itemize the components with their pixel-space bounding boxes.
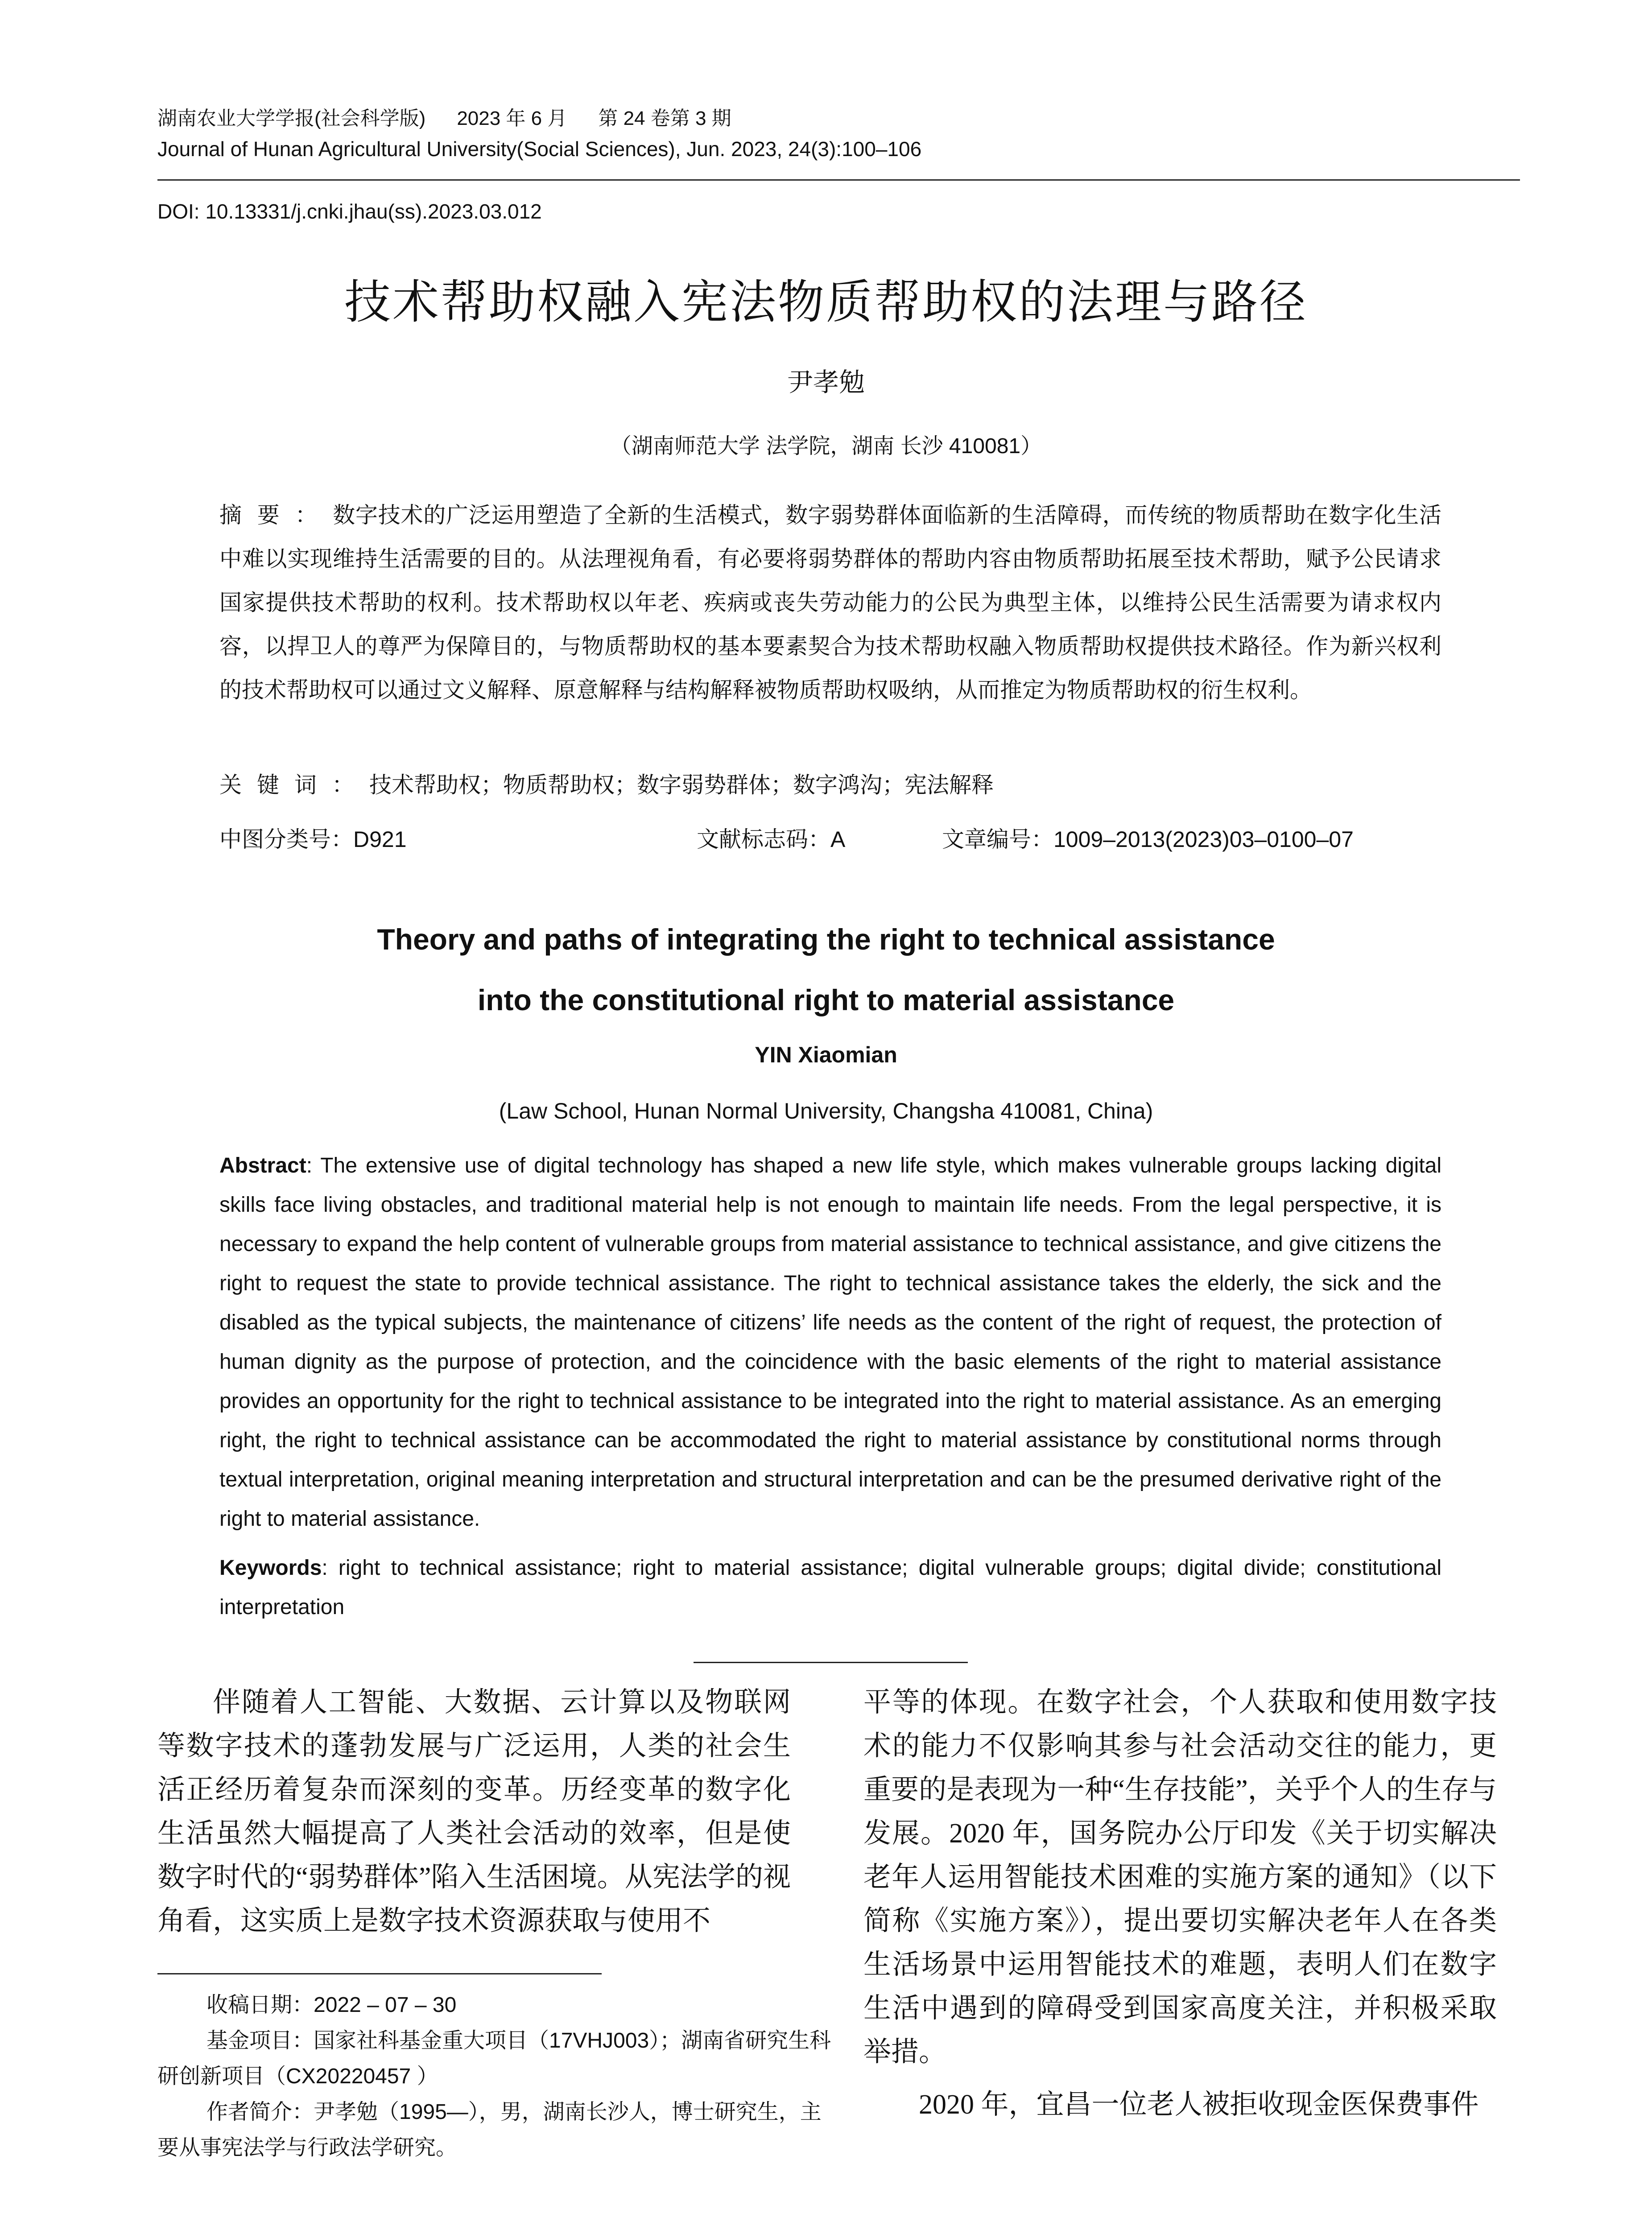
footnote-author-bio: 作者简介：尹孝勉（1995—），男，湖南长沙人，博士研究生，主要从事宪法学与行政法学研究。 — [157, 2100, 822, 2160]
author-cn: 尹孝勉 — [787, 368, 865, 397]
footnote-divider — [157, 1973, 602, 1974]
footnote-received: 收稿日期：2022 – 07 – 30 — [206, 1993, 457, 2017]
doi: DOI: 10.13331/j.cnki.jhau(ss).2023.03.012 — [157, 200, 542, 223]
title-cn: 技术帮助权融入宪法物质帮助权的法理与路径 — [344, 277, 1308, 328]
keywords-en — [219, 1549, 1441, 1627]
title-en-line1: Theory and paths of integrating the right to technical assistance — [377, 923, 1275, 956]
body-column-left — [157, 1681, 791, 1943]
running-head-cn — [157, 105, 731, 132]
footnotes — [157, 1987, 840, 2166]
article-number: 文章编号：1009–2013(2023)03–0100–07 — [942, 827, 1354, 852]
keywords-label-en: Keywords — [219, 1556, 322, 1580]
affiliation-cn: （湖南师范大学 法学院，湖南 长沙 410081） — [610, 434, 1042, 458]
keywords-cn — [219, 767, 1441, 803]
abstract-en — [219, 1146, 1441, 1539]
body-paragraph: 平等的体现。在数字社会，个人获取和使用数字技术的能力不仅影响其参与社会活动交往的能力，更重要的是表现为一种“生存技能”，关乎个人的生存与发展。2020 年，国务院办公厅印发《关于切实解决老年人运用智能技术困难的实施方案的通知》（以下简称《实施方案》），提出要切实解决老年人在各类生活场景中运用智能技术的难题，表明人们在数字生活中遇到的障碍受到国家高度关注，并积极采取举措。 — [863, 1687, 1497, 2067]
classification-number: 中图分类号：D921 — [219, 827, 407, 852]
keywords-text-cn: 技术帮助权；物质帮助权；数字弱势群体；数字鸿沟；宪法解释 — [369, 772, 994, 797]
body-paragraph: 伴随着人工智能、大数据、云计算以及物联网等数字技术的蓬勃发展与广泛运用，人类的社会生活正经历着复杂而深刻的变革。历经变革的数字化生活虽然大幅提高了人类社会活动的效率，但是使数字时代的“弱势群体”陷入生活困境。从宪法学的视角看，这实质上是数字技术资源获取与使用不 — [157, 1687, 791, 1936]
section-divider — [694, 1662, 968, 1663]
issue-date-cn: 2023 年 6 月 — [457, 107, 567, 129]
abstract-label-en: Abstract — [219, 1154, 306, 1177]
keywords-text-en: : right to technical assistance; right to material assistance; digital vulnerable groups; digital divide; constitutional interpretation — [219, 1556, 1441, 1619]
header-divider — [157, 179, 1520, 181]
body-paragraph: 2020 年，宜昌一位老人被拒收现金医保费事件 — [919, 2090, 1479, 2120]
title-en-line2: into the constitutional right to material assistance — [477, 983, 1175, 1016]
keywords-label-cn: 关键词： — [219, 772, 369, 797]
journal-name-cn: 湖南农业大学学报(社会科学版) — [157, 107, 426, 129]
classification-row — [219, 822, 1441, 857]
abstract-text-cn: 数字技术的广泛运用塑造了全新的生活模式，数字弱势群体面临新的生活障碍，而传统的物质帮助在数字化生活中难以实现维持生活需要的目的。从法理视角看，有必要将弱势群体的帮助内容由物质帮助拓展至技术帮助，赋予公民请求国家提供技术帮助的权利。技术帮助权以年老、疾病或丧失劳动能力的公民为典型主体，以维持公民生活需要为请求权内容，以捍卫人的尊严为保障目的，与物质帮助权的基本要素契合为技术帮助权融入物质帮助权提供技术路径。作为新兴权利的技术帮助权可以通过文义解释、原意解释与结构解释被物质帮助权吸纳，从而推定为物质帮助权的衍生权利。 — [219, 503, 1442, 702]
abstract-label-cn: 摘要： — [219, 503, 333, 528]
abstract-cn — [219, 493, 1441, 712]
author-en: YIN Xiaomian — [755, 1042, 897, 1067]
affiliation-en: (Law School, Hunan Normal University, Changsha 410081, China) — [499, 1098, 1153, 1123]
title-en — [0, 909, 1652, 1030]
volume-issue-cn: 第 24 卷第 3 期 — [598, 107, 731, 129]
footnote-fund: 基金项目：国家社科基金重大项目（17VHJ003）；湖南省研究生科研创新项目（CX20220457 ） — [157, 2029, 831, 2088]
body-column-right — [863, 1681, 1497, 2127]
running-head-en: Journal of Hunan Agricultural University(Social Sciences), Jun. 2023, 24(3):100–106 — [157, 137, 922, 161]
document-code: 文献标志码：A — [697, 827, 846, 852]
abstract-text-en: : The extensive use of digital technology has shaped a new life style, which makes vulnerable groups lacking digital skills face living obstacles, and traditional material help is not enough to maintain life needs. From the legal perspective, it is necessary to expand the help content of vulnerable groups from material assistance to technical assistance, and give citizens the right to request the state to provide technical assistance. The right to technical assistance takes the elderly, the sick and the disabled as the typical subjects, the maintenance of citizens’ life needs as the content of the right of request, the protection of human dignity as the purpose of protection, and the coincidence with the basic elements of the right to material assistance provides an opportunity for the right to technical assistance to be integrated into the right to material assistance. As an emerging right, the right to technical assistance can be accommodated the right to material assistance by constitutional norms through textual interpretation, original meaning interpretation and structural interpretation and can be the presumed derivative right of the right to material assistance. — [219, 1154, 1441, 1531]
